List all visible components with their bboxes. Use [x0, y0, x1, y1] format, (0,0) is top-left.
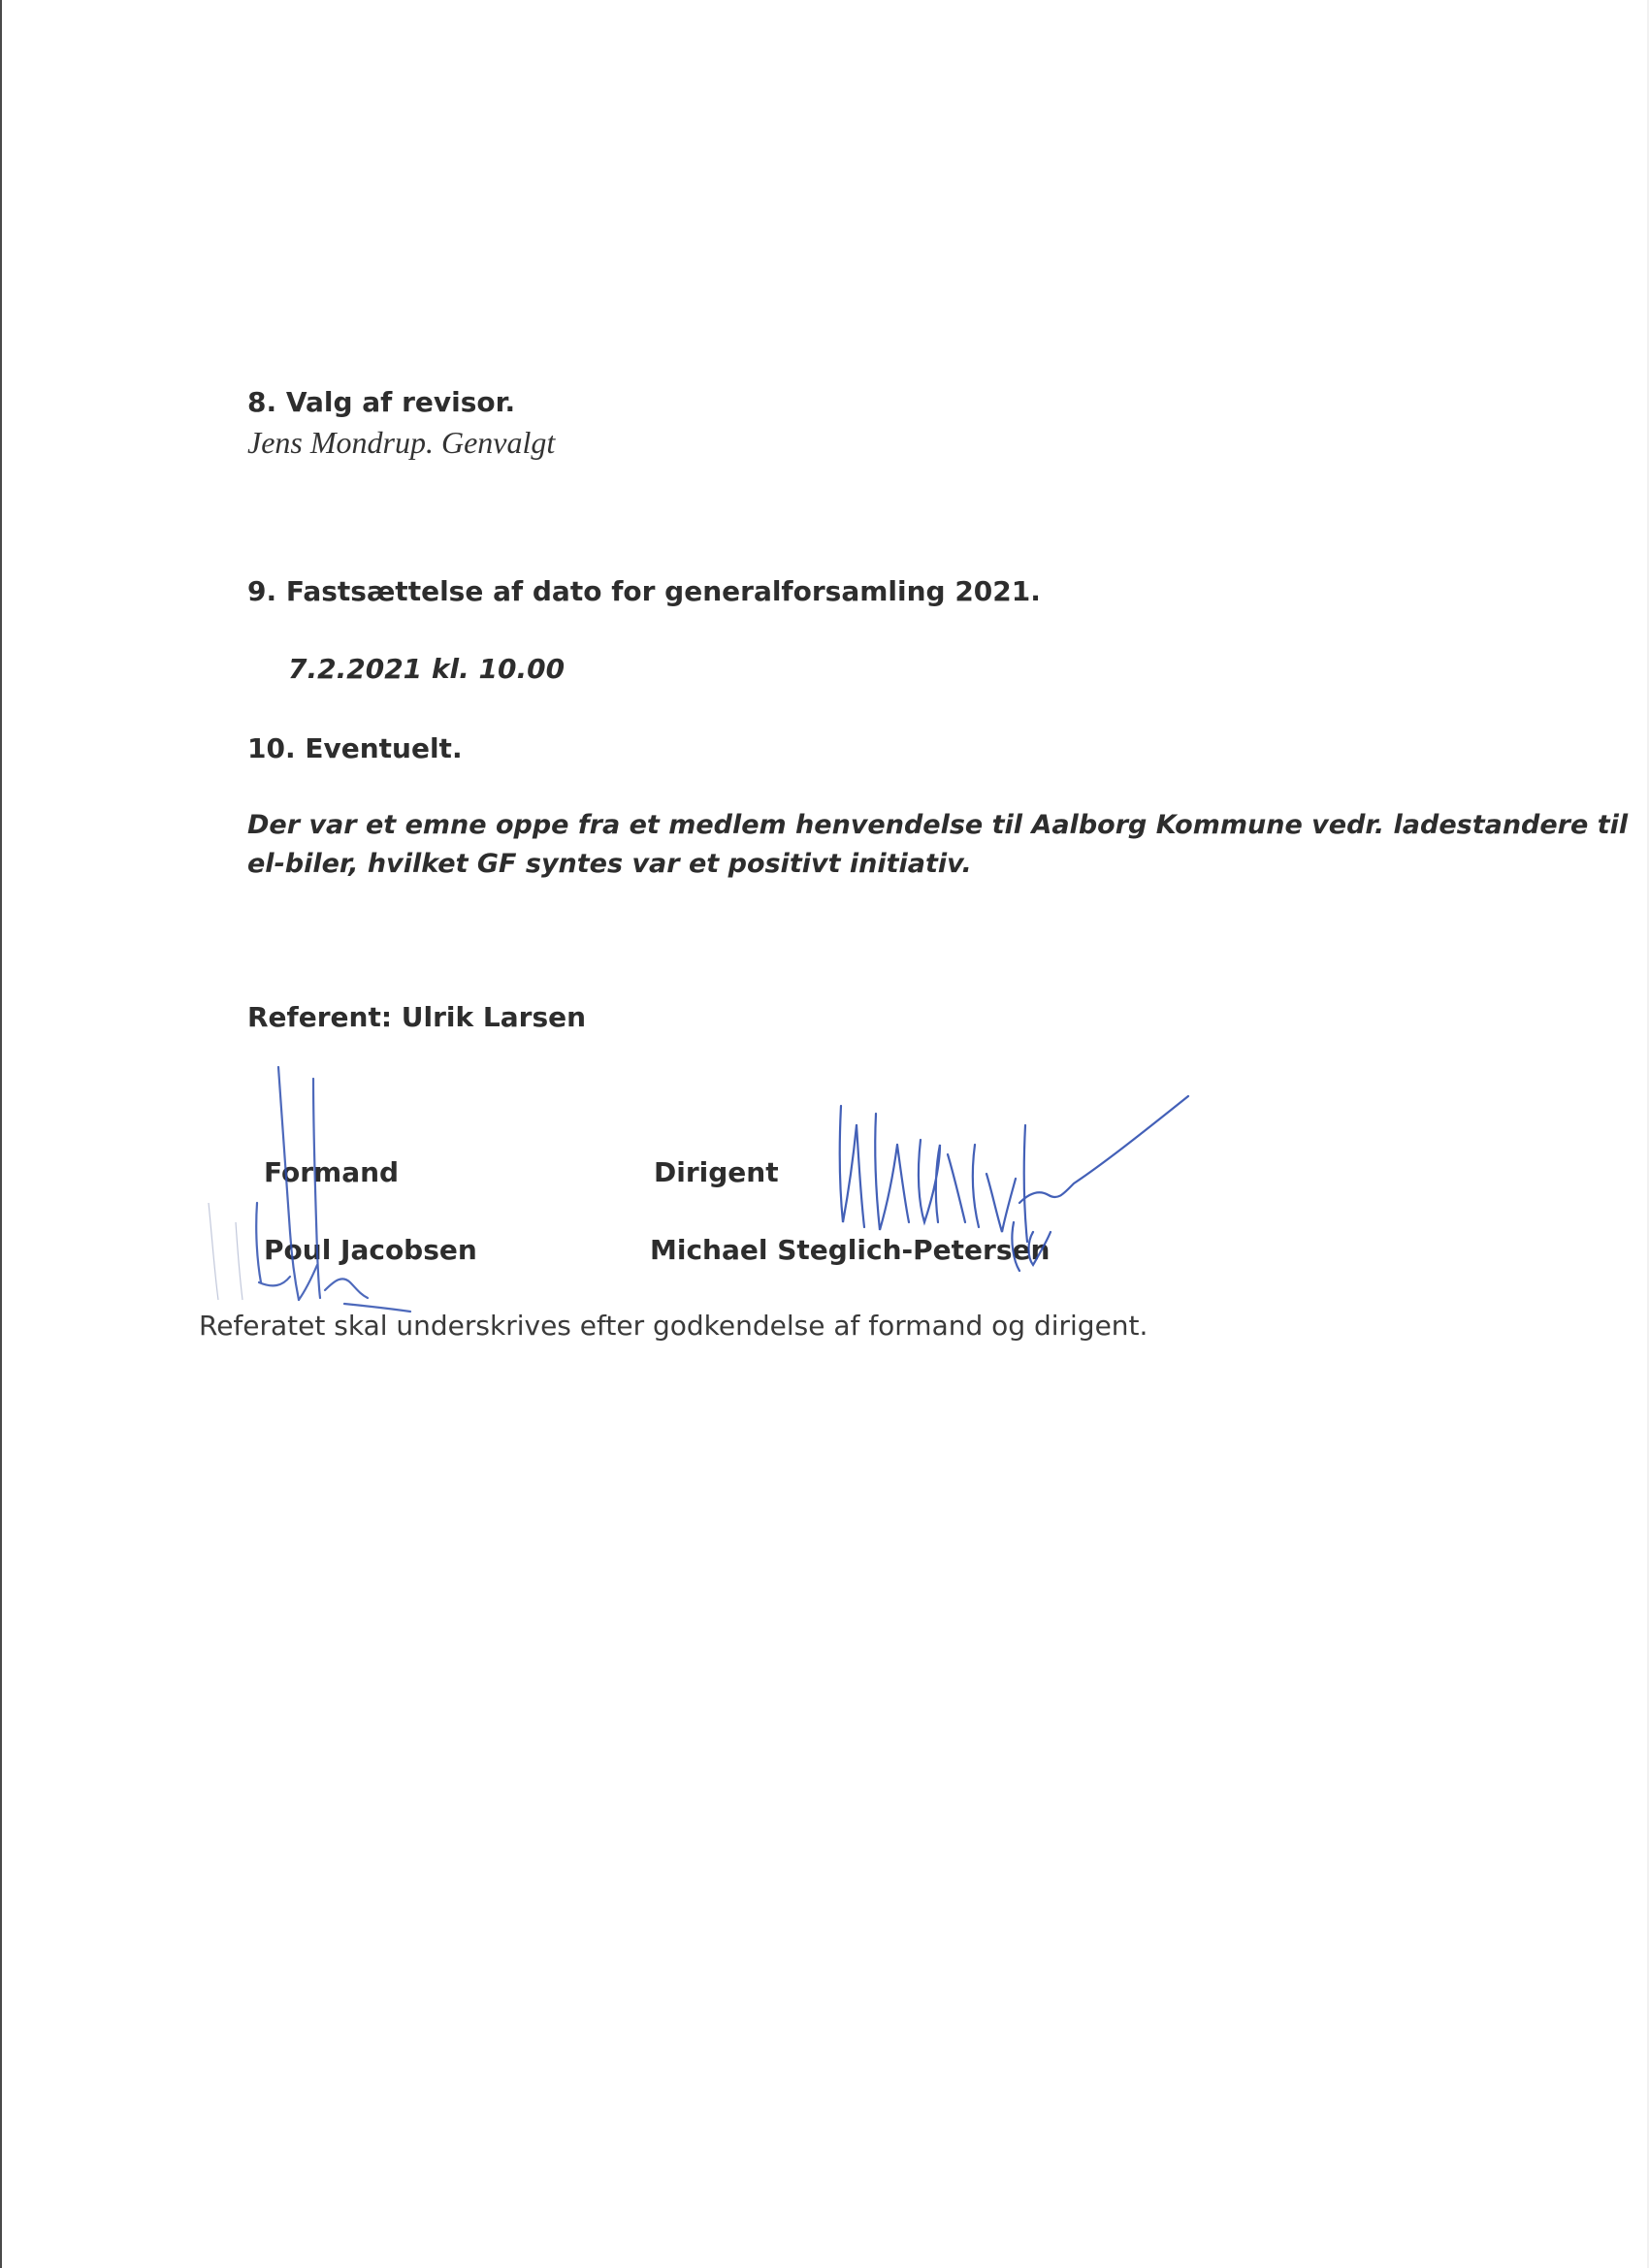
footer-note: Referatet skal underskrives efter godkendelse af formand og dirigent. [199, 1310, 1148, 1342]
dirigent-label: Dirigent [654, 1156, 779, 1188]
dirigent-name: Michael Steglich-Petersen [650, 1234, 1051, 1266]
item-9-heading: 9. Fastsættelse af dato for generalforsamling 2021. [247, 575, 1041, 607]
formand-label: Formand [264, 1156, 400, 1188]
item-9-answer: 7.2.2021 kl. 10.00 [288, 653, 566, 685]
item-10-heading: 10. Eventuelt. [247, 732, 463, 764]
referent-line: Referent: Ulrik Larsen [247, 1001, 587, 1033]
formand-signature [189, 1057, 441, 1319]
item-10-answer-line-2: el-biler, hvilket GF syntes var et positivt initiativ. [247, 849, 972, 879]
item-8-answer: Jens Mondrup. Genvalgt [247, 425, 556, 460]
formand-name: Poul Jacobsen [264, 1234, 477, 1266]
scan-left-edge [0, 0, 2, 2268]
item-10-answer-line-1: Der var et emne oppe fra et medlem henvendelse til Aalborg Kommune vedr. ladestandere til [247, 810, 1629, 840]
item-8-heading: 8. Valg af revisor. [247, 386, 516, 418]
